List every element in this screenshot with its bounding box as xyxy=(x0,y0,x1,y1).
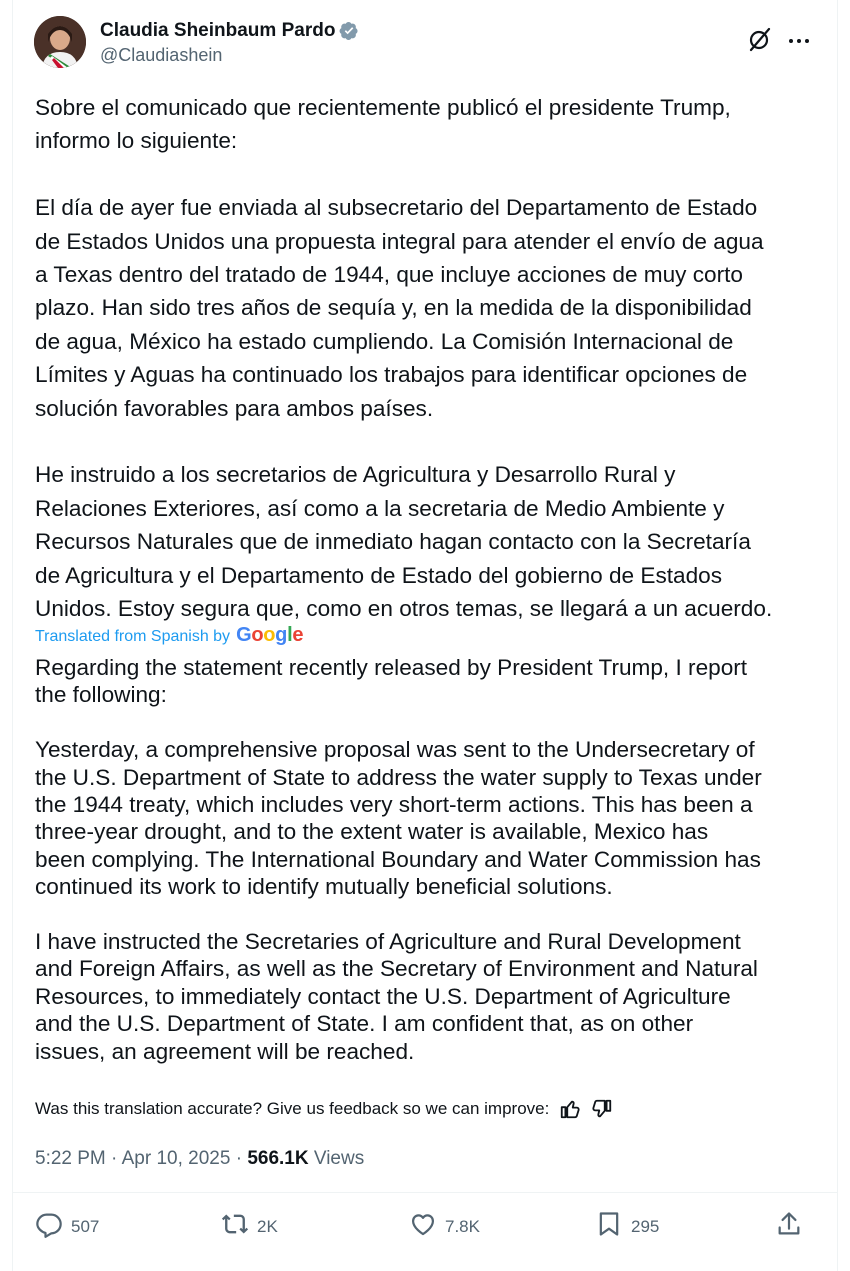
meta-separator: · xyxy=(111,1148,118,1169)
tweet-translated-text: Regarding the statement recently released by President Trump, I report the following: Yesterday, a comprehensive proposal was sent to the Undersecretary of the U.S. Department of State to address the water supply to Texas under the 1944 treaty, which includes very short-term actions. This has been a three-year drought, and to the extent water is available, Mexico has been complying. The International Boundary and Water Commission has continued its work to identify mutually beneficial solutions. I have instructed the Secretaries of Agriculture and Rural Development and Foreign Affairs, as well as the Secretary of Environment and Natural Resources, to immediately contact the U.S. Department of Agriculture and the U.S. Department of State. I am confident that, as on other issues, an agreement will be reached. xyxy=(35,655,762,1064)
reply-count: 507 xyxy=(71,1216,100,1236)
bookmark-button[interactable] xyxy=(595,1210,659,1243)
feedback-prompt: Was this translation accurate? Give us feedback so we can improve: xyxy=(35,1099,550,1118)
repost-button[interactable] xyxy=(221,1210,278,1243)
grok-icon[interactable] xyxy=(747,26,773,52)
more-icon[interactable] xyxy=(786,26,812,52)
tweet-original-text: Sobre el comunicado que recientemente publicó el presidente Trump, informo lo siguiente: El día de ayer fue enviada al subsecretario del Departamento de Estado de Estados Unidos una propuesta integral para atender el envío de agua a Texas dentro del tratado de 1944, que incluye acciones de muy corto plazo. Han sido tres años de sequía y, en la medida de la disponibilidad de agua, México ha estado cumpliendo. La Comisión Internacional de Límites y Aguas ha continuado los trabajos para identificar opciones de solución favorables para ambos países. He instruido a los secretarios de Agricultura y Desarrollo Rural y Relaciones Exteriores, así como a la secretaria de Medio Ambiente y Recursos Naturales que de inmediato hagan contacto con la Secretaría de Agricultura y el Departamento de Estado del gobierno de Estados Unidos. Estoy segura que, como en otros temas, se llegará a un acuerdo. xyxy=(35,95,773,622)
tweet-meta xyxy=(35,1148,364,1170)
thumbs-down-icon[interactable] xyxy=(591,1098,613,1120)
like-icon xyxy=(409,1210,437,1243)
reply-icon xyxy=(35,1210,63,1243)
google-logo: Google xyxy=(236,624,304,646)
author-display-name-text: Claudia Sheinbaum Pardo xyxy=(100,20,336,41)
repost-icon xyxy=(221,1210,249,1243)
tweet-time[interactable]: 5:22 PM xyxy=(35,1148,106,1169)
translation-label: Translated from Spanish by xyxy=(35,628,231,645)
like-button[interactable] xyxy=(409,1210,480,1243)
avatar[interactable] xyxy=(34,16,86,68)
tweet-header xyxy=(34,16,824,76)
share-icon xyxy=(775,1210,803,1243)
divider xyxy=(12,1192,838,1193)
tweet-date[interactable]: Apr 10, 2025 xyxy=(121,1148,231,1169)
views-label: Views xyxy=(313,1148,365,1169)
meta-separator: · xyxy=(235,1148,243,1169)
author-handle[interactable]: @Claudiashein xyxy=(100,45,223,65)
verified-badge-icon[interactable] xyxy=(339,21,359,41)
author-display-name[interactable] xyxy=(100,20,359,42)
views-count[interactable]: 566.1K xyxy=(247,1148,309,1169)
bookmark-icon xyxy=(595,1210,623,1243)
action-bar xyxy=(35,1210,810,1246)
translation-attribution[interactable] xyxy=(35,624,303,647)
like-count: 7.8K xyxy=(445,1216,480,1236)
bookmark-count: 295 xyxy=(631,1216,660,1236)
repost-count: 2K xyxy=(257,1216,278,1236)
author-names xyxy=(100,20,359,66)
thumbs-up-icon[interactable] xyxy=(559,1098,581,1120)
reply-button[interactable] xyxy=(35,1210,99,1243)
translation-feedback xyxy=(35,1098,613,1120)
share-button[interactable] xyxy=(775,1210,803,1243)
